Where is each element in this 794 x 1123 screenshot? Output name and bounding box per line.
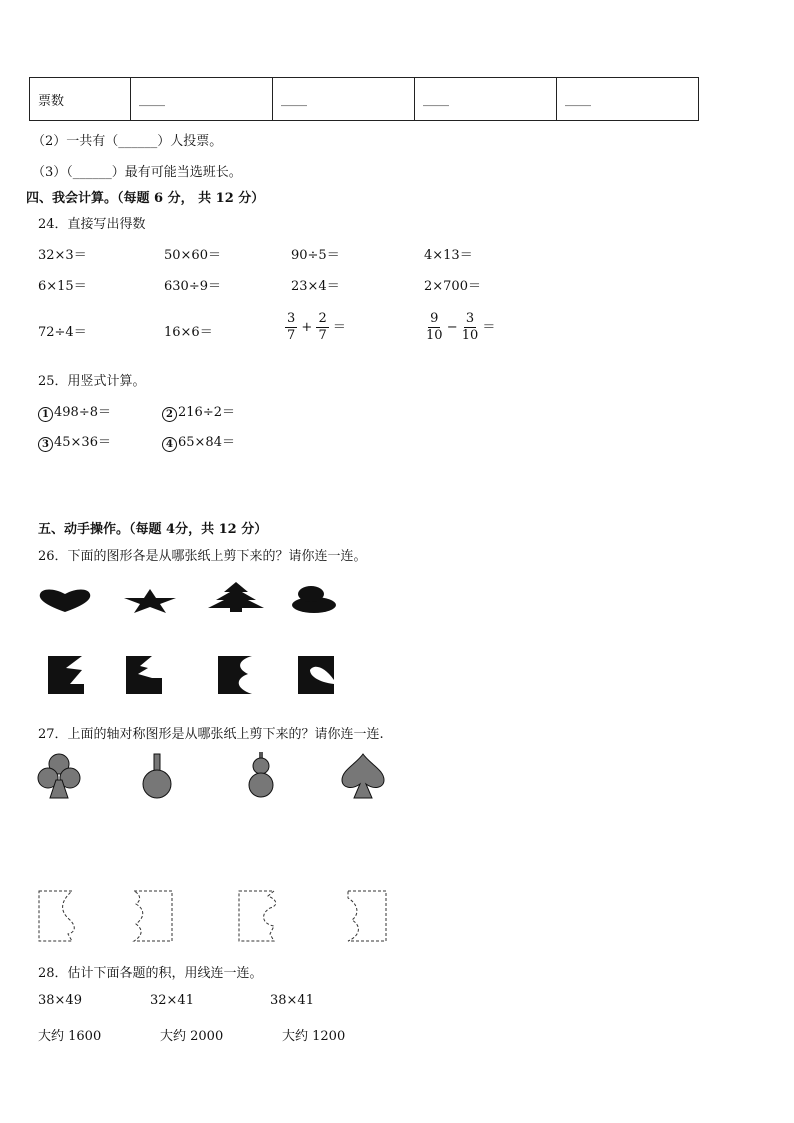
folded-paper-4 — [298, 656, 334, 694]
table-row — [30, 78, 699, 121]
estimate-item: 大约 1600 — [38, 1029, 102, 1044]
mushroom-shape — [291, 585, 337, 613]
calc-item: 630÷9＝ — [164, 279, 221, 294]
calc-item: 90÷5＝ — [291, 248, 340, 263]
folded-paper-3 — [218, 656, 254, 694]
heart-shape — [38, 588, 92, 614]
operator: − — [446, 320, 458, 335]
vertical-calc-item: 4 65×84＝ — [162, 431, 235, 452]
gourd-stem-shape — [140, 752, 176, 800]
section-5-heading: 五、动手操作。（每题 4分，共 12 分） — [38, 522, 268, 537]
vertical-calc-item: 2 216÷2＝ — [162, 401, 235, 422]
club-shape — [36, 752, 82, 800]
estimate-item: 大约 2000 — [160, 1029, 224, 1044]
question-2: （2）一共有（______）人投票。 — [32, 134, 223, 149]
section-4-heading: 四、我会计算。（每题 6 分， 共 12 分） — [26, 191, 265, 206]
calc-item: 72÷4＝ — [38, 325, 87, 340]
vote-blank[interactable]: ____ — [273, 78, 415, 121]
calc-item: 50×60＝ — [164, 248, 221, 263]
dashed-paper-2 — [132, 890, 174, 942]
question-28-title: 28．估计下面各题的积，用线连一连。 — [38, 966, 263, 981]
product-item: 38×41 — [270, 993, 314, 1008]
vote-blank[interactable]: ____ — [415, 78, 557, 121]
product-item: 38×49 — [38, 993, 82, 1008]
calc-item: 16×6＝ — [164, 325, 213, 340]
tree-shape — [208, 582, 264, 612]
fraction: $\frac{3}{10}$ — [461, 311, 479, 343]
operator: + — [301, 320, 313, 335]
calc-item: 4×13＝ — [424, 248, 473, 263]
folded-paper-2 — [126, 656, 162, 694]
fraction: $\frac{9}{10}$ — [426, 311, 443, 343]
star-shape — [124, 589, 176, 613]
dashed-paper-3 — [238, 890, 280, 942]
product-item: 32×41 — [150, 993, 194, 1008]
question-3: （3）（______）最有可能当选班长。 — [32, 165, 242, 180]
question-25-title: 25．用竖式计算。 — [38, 374, 146, 389]
fraction: $\frac{3}{7}$ — [287, 311, 296, 343]
spade-shape — [340, 752, 386, 800]
vote-table — [29, 77, 699, 121]
fraction-difference — [426, 311, 495, 344]
calc-item: 2×700＝ — [424, 279, 481, 294]
estimate-item: 大约 1200 — [282, 1029, 346, 1044]
question-26-title: 26．下面的图形各是从哪张纸上剪下来的？请你连一连。 — [38, 549, 367, 564]
calc-item: 23×4＝ — [291, 279, 340, 294]
vertical-calc-item: 1 498÷8＝ — [38, 401, 111, 422]
folded-paper-1 — [48, 656, 84, 694]
calc-item: 6×15＝ — [38, 279, 87, 294]
calc-item: 32×3＝ — [38, 248, 87, 263]
vote-blank[interactable]: ____ — [131, 78, 273, 121]
vertical-calc-item: 3 45×36＝ — [38, 431, 111, 452]
dashed-paper-1 — [38, 890, 80, 942]
vote-blank[interactable]: ____ — [557, 78, 699, 121]
equals-sign: ＝ — [332, 320, 346, 335]
fraction: $\frac{2}{7}$ — [318, 311, 327, 343]
row-label: 票数 — [30, 78, 131, 121]
fraction-sum — [285, 311, 346, 344]
gourd-shape — [246, 752, 276, 800]
dashed-paper-4 — [346, 890, 388, 942]
equals-sign: ＝ — [482, 320, 496, 335]
question-24-title: 24．直接写出得数 — [38, 217, 146, 232]
question-27-title: 27．上面的轴对称图形是从哪张纸上剪下来的？请你连一连. — [38, 727, 384, 742]
